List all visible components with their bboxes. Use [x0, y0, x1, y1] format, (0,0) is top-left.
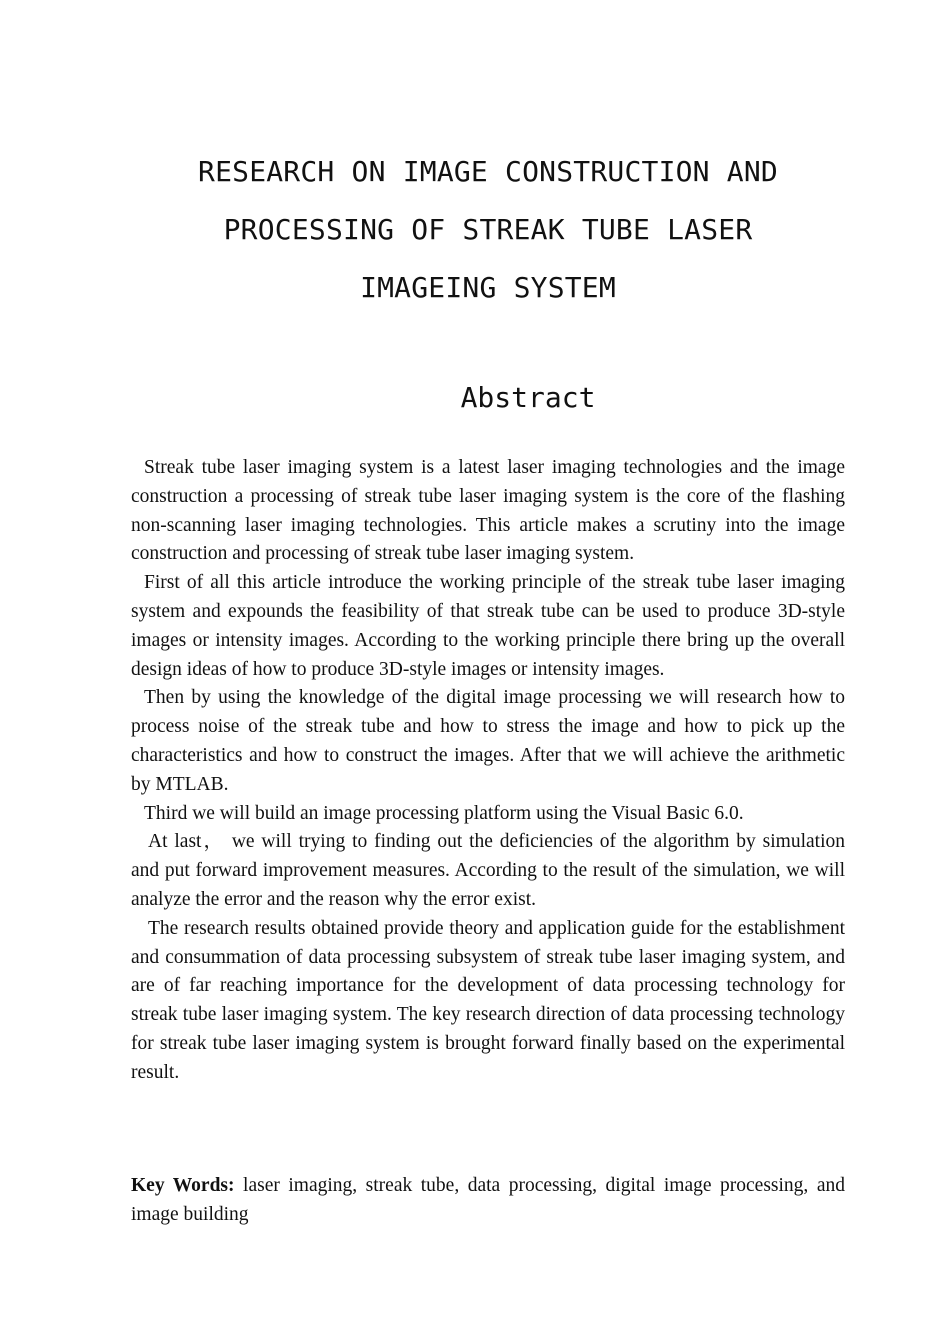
abstract-paragraph-5: At last， we will trying to finding out the deficiencies of the algorithm by simulation and put forward improvement measures. According to the result of the simulation, we will analyze the error and the reason why the error exist.: [131, 831, 845, 910]
abstract-paragraph-6: The research results obtained provide theory and application guide for the establishment and consummation of data processing subsystem of streak tube laser imaging system, and are of far reaching importance for the development of data processing technology for streak tube laser imaging system. The key research direction of data processing technology for streak tube laser imaging system is brought forward finally based on the experimental result.: [131, 917, 845, 1083]
abstract-paragraph-1: Streak tube laser imaging system is a latest laser imaging technologies and the image construction a processing of streak tube laser imaging system is the core of the flashing non-scanning laser imaging technologies. This article makes a scrutiny into the image construction and processing of streak tube laser imaging system.: [131, 457, 845, 565]
title-line-2: PROCESSING OF STREAK TUBE LASER: [223, 213, 753, 246]
abstract-heading: Abstract: [460, 381, 596, 414]
abstract-paragraph-2: First of all this article introduce the working principle of the streak tube laser imaging system and expounds the feasibility of that streak tube can be used to produce 3D-style images or intensity images. According to the working principle there bring up the overall design ideas of how to produce 3D-style images or intensity images.: [131, 572, 845, 680]
keywords-line: [131, 1172, 845, 1230]
keywords-text: laser imaging, streak tube, data processing, digital image processing, and image building: [131, 1175, 845, 1225]
title-line-3: IMAGEING SYSTEM: [360, 271, 616, 304]
keywords-label: Key Words:: [131, 1175, 235, 1196]
abstract-paragraph-3: Then by using the knowledge of the digital image processing we will research how to process noise of the streak tube and how to stress the image and how to pick up the characteristics and how to construct the images. After that we will achieve the arithmetic by MTLAB.: [131, 687, 845, 795]
title-line-1: RESEARCH ON IMAGE CONSTRUCTION AND: [198, 155, 778, 188]
abstract-paragraph-4: Third we will build an image processing platform using the Visual Basic 6.0.: [144, 802, 744, 824]
abstract-body: [131, 454, 845, 1088]
document-title: [130, 143, 846, 317]
